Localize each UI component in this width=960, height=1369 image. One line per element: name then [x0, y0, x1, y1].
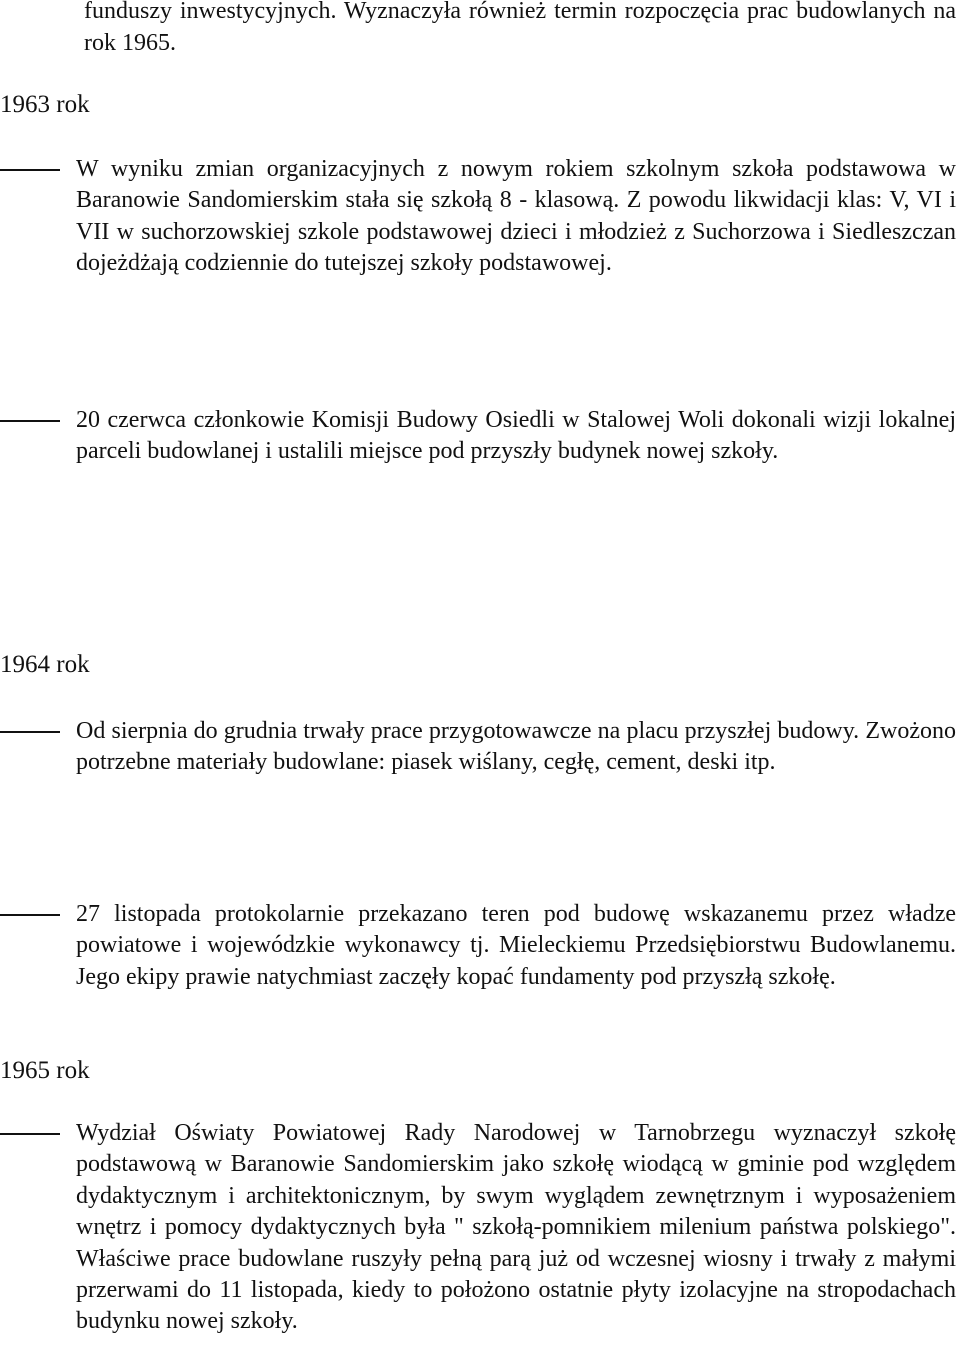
list-item-text: W wyniku zmian organizacyjnych z nowym rokiem szkolnym szkoła podstawowa w Baranowie Sandomierskim stała się szkołą 8 - klasową. Z powodu likwidacji klas: V, VI i VII w suchorzowskiej szkole podstawowej dzieci i młodzież z Suchorzowa i Siedleszczan dojeżdżają codziennie do tutejszej szkoły podstawowej.	[76, 156, 956, 277]
dash-bullet	[0, 731, 60, 733]
list-item-text: 20 czerwca członkowie Komisji Budowy Osiedli w Stalowej Woli dokonali wizji lokalnej parceli budowlanej i ustalili miejsce pod przyszły budynek nowej szkoły.	[76, 407, 956, 465]
list-item	[0, 1118, 956, 1338]
heading-1964: 1964 rok	[0, 651, 90, 678]
intro-paragraph: funduszy inwestycyjnych. Wyznaczyła również termin rozpoczęcia prac budowlanych na rok 1965.	[84, 0, 956, 56]
list-item	[0, 154, 956, 280]
heading-1963: 1963 rok	[0, 91, 90, 118]
list-item	[0, 716, 956, 779]
heading-1965: 1965 rok	[0, 1057, 90, 1084]
list-item-text: Wydział Oświaty Powiatowej Rady Narodowej w Tarnobrzegu wyznaczył szkołę podstawową w Baranowie Sandomierskim jako szkołę wiodącą w gminie pod względem dydaktycznym i architektonicznym, by swym wyglądem zewnętrznym i wyposażeniem wnętrz i pomocy dydaktycznych była " szkołą-pomnikiem milenium państwa polskiego". Właściwe prace budowlane ruszyły pełną parą już od wczesnej wiosny i trwały z małymi przerwami do 11 listopada, kiedy to położono ostatnie płyty izolacyjne na stropodachach budynku nowej szkoły.	[76, 1120, 956, 1335]
dash-bullet	[0, 1133, 60, 1135]
dash-bullet	[0, 914, 60, 916]
dash-bullet	[0, 169, 60, 171]
list-item-text: Od sierpnia do grudnia trwały prace przygotowawcze na placu przyszłej budowy. Zwożono potrzebne materiały budowlane: piasek wiślany, cegłę, cement, deski itp.	[76, 718, 956, 776]
dash-bullet	[0, 420, 60, 422]
list-item	[0, 899, 956, 993]
list-item	[0, 405, 956, 468]
list-item-text: 27 listopada protokolarnie przekazano teren pod budowę wskazanemu przez władze powiatowe i wojewódzkie wykonawcy tj. Mieleckiemu Przedsiębiorstwu Budowlanemu. Jego ekipy prawie natychmiast zaczęły kopać fundamenty pod przyszłą szkołę.	[76, 901, 956, 990]
